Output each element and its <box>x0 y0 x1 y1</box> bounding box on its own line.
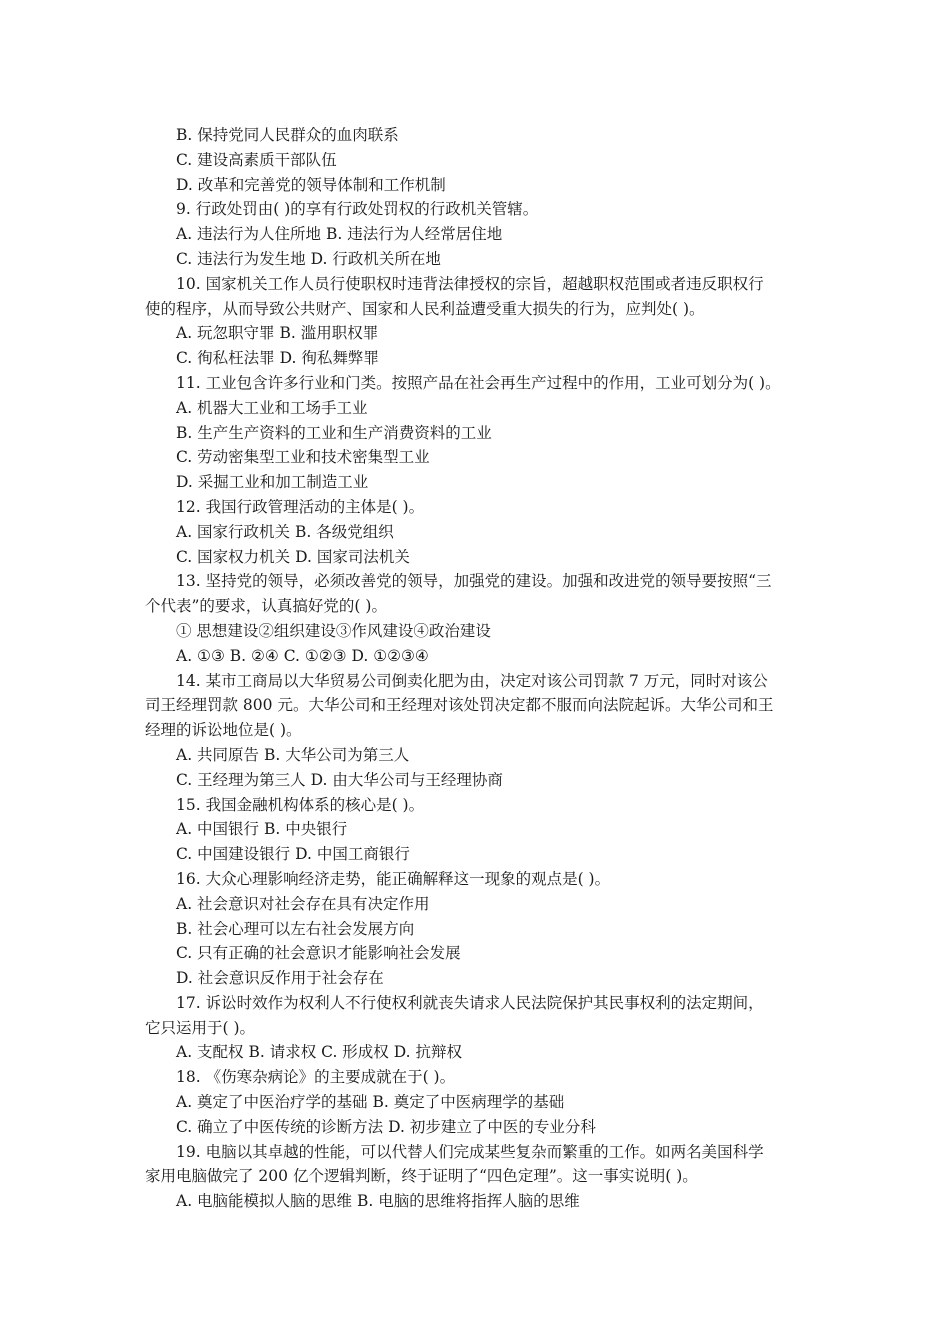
text-line: C. 违法行为发生地 D. 行政机关所在地 <box>176 249 441 268</box>
text-line: 9. 行政处罚由( )的享有行政处罚权的行政机关管辖。 <box>176 200 539 219</box>
text-line: 司王经理罚款 800 元。大华公司和王经理对该处罚决定都不服而向法院起诉。大华公司和王 <box>145 696 774 715</box>
text-line: 它只运用于( )。 <box>145 1018 256 1037</box>
text-line: C. 建设高素质干部队伍 <box>176 150 337 169</box>
text-line: 19. 电脑以其卓越的性能，可以代替人们完成某些复杂而繁重的工作。如两名美国科学 <box>176 1142 764 1161</box>
text-line: A. 支配权 B. 请求权 C. 形成权 D. 抗辩权 <box>176 1043 462 1062</box>
text-line: A. 国家行政机关 B. 各级党组织 <box>176 522 394 541</box>
text-line: 18. 《伤寒杂病论》的主要成就在于( )。 <box>176 1068 456 1087</box>
text-line: D. 社会意识反作用于社会存在 <box>176 969 384 988</box>
text-line: A. 共同原告 B. 大华公司为第三人 <box>176 745 410 764</box>
text-line: 15. 我国金融机构体系的核心是( )。 <box>176 795 425 814</box>
text-line: 10. 国家机关工作人员行使职权时违背法律授权的宗旨，超越职权范围或者违反职权行 <box>176 274 764 293</box>
text-line: 11. 工业包含许多行业和门类。按照产品在社会再生产过程中的作用，工业可划分为( )。 <box>176 373 781 392</box>
text-line: A. 奠定了中医治疗学的基础 B. 奠定了中医病理学的基础 <box>176 1093 565 1112</box>
text-line: A. 中国银行 B. 中央银行 <box>176 820 348 839</box>
text-line: C. 王经理为第三人 D. 由大华公司与王经理协商 <box>176 770 503 789</box>
text-line: 14. 某市工商局以大华贸易公司倒卖化肥为由，决定对该公司罚款 7 万元，同时对该公 <box>176 671 768 690</box>
text-line: A. 违法行为人住所地 B. 违法行为人经常居住地 <box>176 225 503 244</box>
text-line: C. 国家权力机关 D. 国家司法机关 <box>176 547 410 566</box>
text-line: 12. 我国行政管理活动的主体是( )。 <box>176 497 425 516</box>
text-line: 13. 坚持党的领导，必须改善党的领导，加强党的建设。加强和改进党的领导要按照“三 <box>176 572 772 591</box>
text-line: C. 确立了中医传统的诊断方法 D. 初步建立了中医的专业分科 <box>176 1117 596 1136</box>
text-line: C. 劳动密集型工业和技术密集型工业 <box>176 448 430 467</box>
text-line: D. 采掘工业和加工制造工业 <box>176 473 369 492</box>
text-line: A. ①③ B. ②④ C. ①②③ D. ①②③④ <box>176 646 429 665</box>
text-line: C. 中国建设银行 D. 中国工商银行 <box>176 845 410 864</box>
question-text-body <box>145 123 817 1214</box>
text-line: ① 思想建设②组织建设③作风建设④政治建设 <box>176 621 491 640</box>
text-line: 个代表”的要求，认真搞好党的( )。 <box>145 597 387 616</box>
text-line: D. 改革和完善党的领导体制和工作机制 <box>176 175 446 194</box>
text-line: B. 社会心理可以左右社会发展方向 <box>176 919 415 938</box>
text-line: A. 玩忽职守罪 B. 滥用职权罪 <box>176 324 379 343</box>
text-line: 16. 大众心理影响经济走势，能正确解释这一现象的观点是( )。 <box>176 869 611 888</box>
text-line: C. 徇私枉法罪 D. 徇私舞弊罪 <box>176 349 379 368</box>
text-line: A. 电脑能模拟人脑的思维 B. 电脑的思维将指挥人脑的思维 <box>176 1192 580 1211</box>
text-line: 家用电脑做完了 200 亿个逻辑判断，终于证明了“四色定理”。这一事实说明( )。 <box>145 1167 698 1186</box>
text-line: C. 只有正确的社会意识才能影响社会发展 <box>176 944 461 963</box>
text-line: A. 机器大工业和工场手工业 <box>176 398 368 417</box>
text-line: B. 生产生产资料的工业和生产消费资料的工业 <box>176 423 492 442</box>
text-line: 使的程序，从而导致公共财产、国家和人民利益遭受重大损失的行为，应判处( )。 <box>145 299 705 318</box>
text-line: B. 保持党同人民群众的血肉联系 <box>176 126 399 144</box>
text-line: 17. 诉讼时效作为权利人不行使权利就丧失请求人民法院保护其民事权利的法定期间， <box>176 993 764 1012</box>
text-line: 经理的诉讼地位是( )。 <box>145 721 302 740</box>
text-line: A. 社会意识对社会存在具有决定作用 <box>176 894 430 913</box>
